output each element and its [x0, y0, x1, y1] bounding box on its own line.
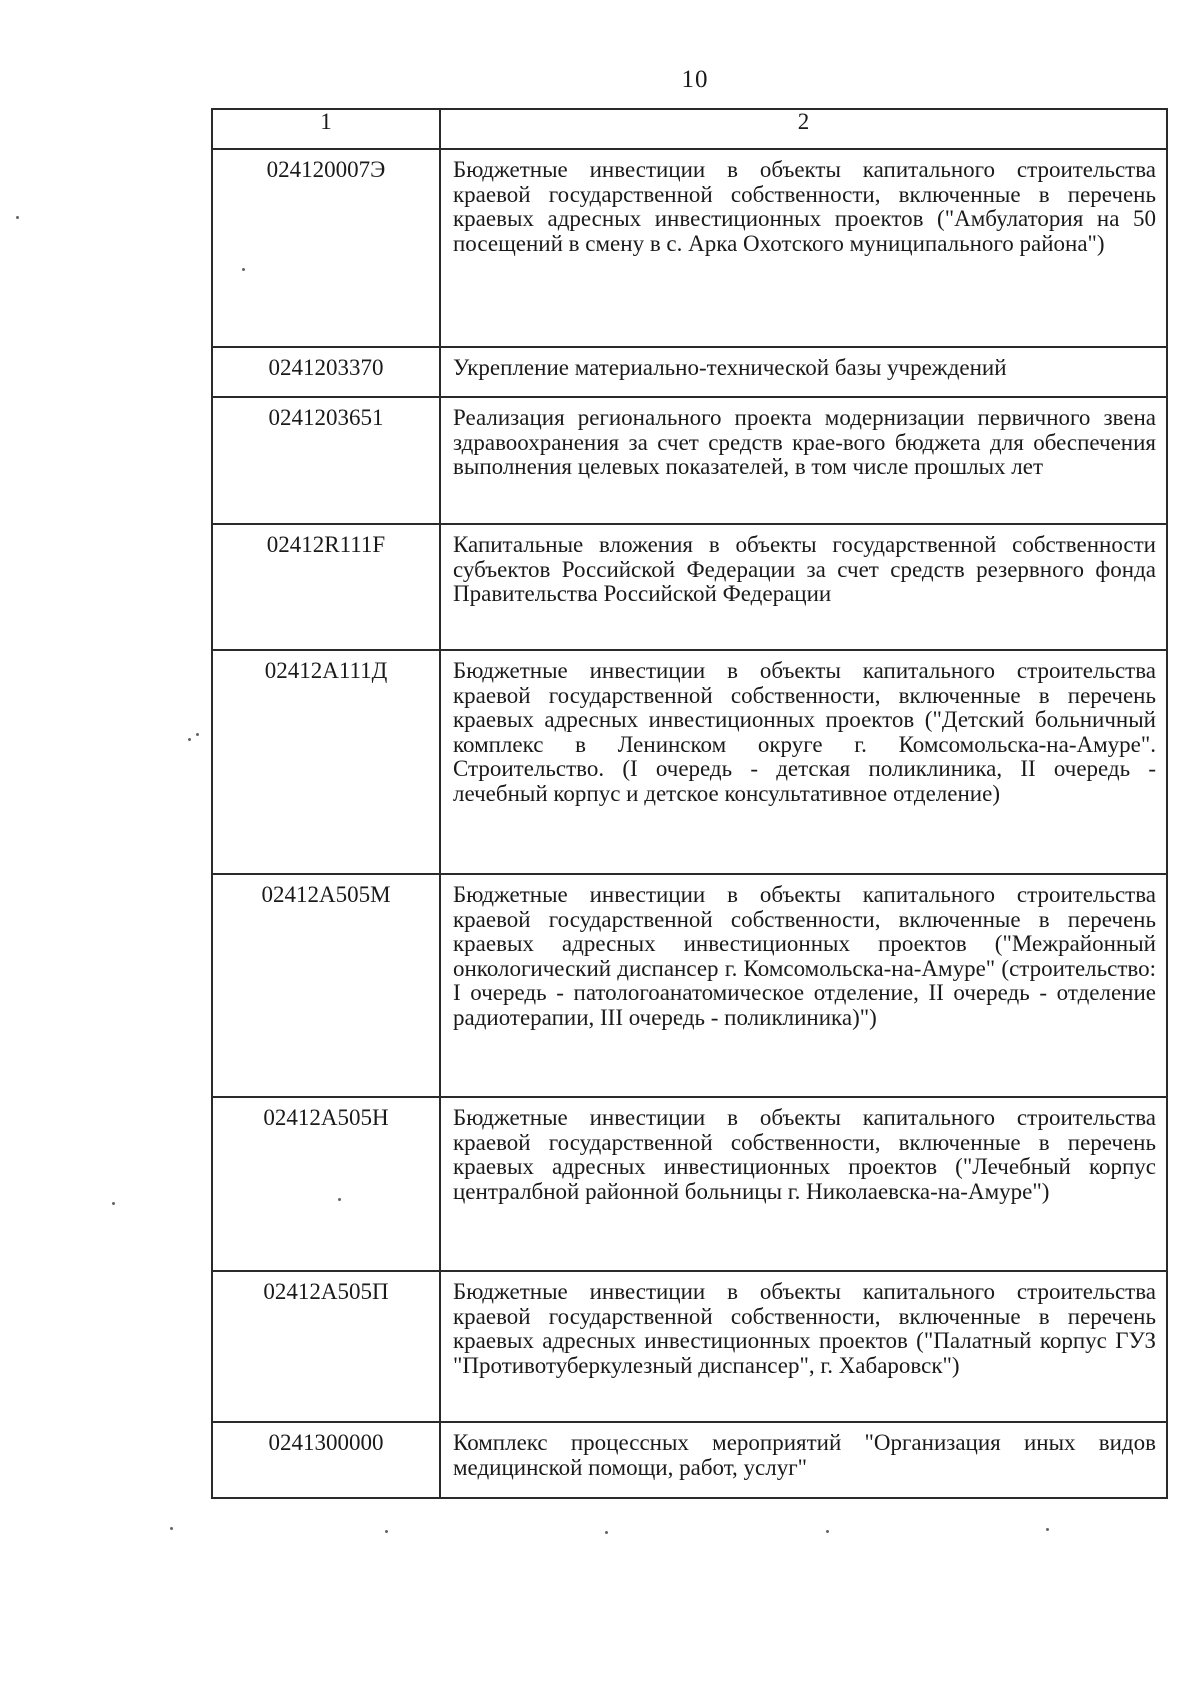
row-description: Бюджетные инвестиции в объекты капитального строительства краевой государственной собственности, включенные в перечень краевых адресных инвестиционных проектов ("Амбулатория на 50 посещений в смену в с. Арка Охотского муниципального района"): [440, 149, 1167, 347]
table-row: [212, 149, 1167, 347]
scan-speck: [385, 1530, 388, 1533]
table-row: [212, 397, 1167, 524]
table-header-row: [212, 109, 1167, 149]
row-code: 02412R111F: [212, 524, 440, 650]
table-row: [212, 524, 1167, 650]
table-row: [212, 874, 1167, 1097]
table-row: [212, 650, 1167, 874]
column-header-2: 2: [440, 109, 1167, 149]
row-description: Бюджетные инвестиции в объекты капитального строительства краевой государственной собственности, включенные в перечень краевых адресных инвестиционных проектов ("Палатный корпус ГУЗ "Противотуберкулезный диспансер", г. Хабаровск"): [440, 1271, 1167, 1422]
scan-speck: [196, 733, 199, 736]
scan-speck: [242, 268, 245, 271]
row-description: Укрепление материально-технической базы учреждений: [440, 347, 1167, 397]
row-code: 024120007Э: [212, 149, 440, 347]
row-code: 02412А505П: [212, 1271, 440, 1422]
row-code: 02412А505М: [212, 874, 440, 1097]
row-description: Комплекс процессных мероприятий "Организация иных видов медицинской помощи, работ, услуг": [440, 1422, 1167, 1498]
table-row: [212, 1097, 1167, 1271]
scan-speck: [1046, 1528, 1049, 1531]
column-header-1: 1: [212, 109, 440, 149]
row-code: 02412А111Д: [212, 650, 440, 874]
row-code: 02412А505Н: [212, 1097, 440, 1271]
row-description: Капитальные вложения в объекты государственной собственности субъектов Российской Федерации за счет средств резервного фонда Правительства Российской Федерации: [440, 524, 1167, 650]
table-row: [212, 1271, 1167, 1422]
scan-speck: [605, 1531, 608, 1534]
table-row: [212, 1422, 1167, 1498]
page-number: 10: [681, 66, 709, 93]
row-code: 0241300000: [212, 1422, 440, 1498]
row-description: Реализация регионального проекта модернизации первичного звена здравоохранения за счет средств крае-вого бюджета для обеспечения выполнения целевых показателей, в том числе прошлых лет: [440, 397, 1167, 524]
row-description: Бюджетные инвестиции в объекты капитального строительства краевой государственной собственности, включенные в перечень краевых адресных инвестиционных проектов ("Лечебный корпус централбной районной больницы г. Николаевска-на-Амуре"): [440, 1097, 1167, 1271]
budget-code-table: [211, 108, 1168, 1499]
scan-speck: [338, 1198, 341, 1201]
row-description: Бюджетные инвестиции в объекты капитального строительства краевой государственной собственности, включенные в перечень краевых адресных инвестиционных проектов ("Детский больничный комплекс в Ленинском округе г. Комсомольска-на-Амуре". Строительство. (I очередь - детская поликлиника, II очередь - лечебный корпус и детское консультативное отделение): [440, 650, 1167, 874]
row-description: Бюджетные инвестиции в объекты капитального строительства краевой государственной собственности, включенные в перечень краевых адресных инвестиционных проектов ("Межрайонный онкологический диспансер г. Комсомольска-на-Амуре" (строительство: I очередь - патологоанатомическое отделение, II очередь - отделение радиотерапии, III очередь - поликлиника)"): [440, 874, 1167, 1097]
row-code: 0241203370: [212, 347, 440, 397]
scan-speck: [170, 1527, 173, 1530]
table-row: [212, 347, 1167, 397]
scan-speck: [826, 1530, 829, 1533]
row-code: 0241203651: [212, 397, 440, 524]
scan-speck: [112, 1202, 115, 1205]
scan-speck: [16, 216, 19, 219]
scan-speck: [188, 738, 191, 741]
